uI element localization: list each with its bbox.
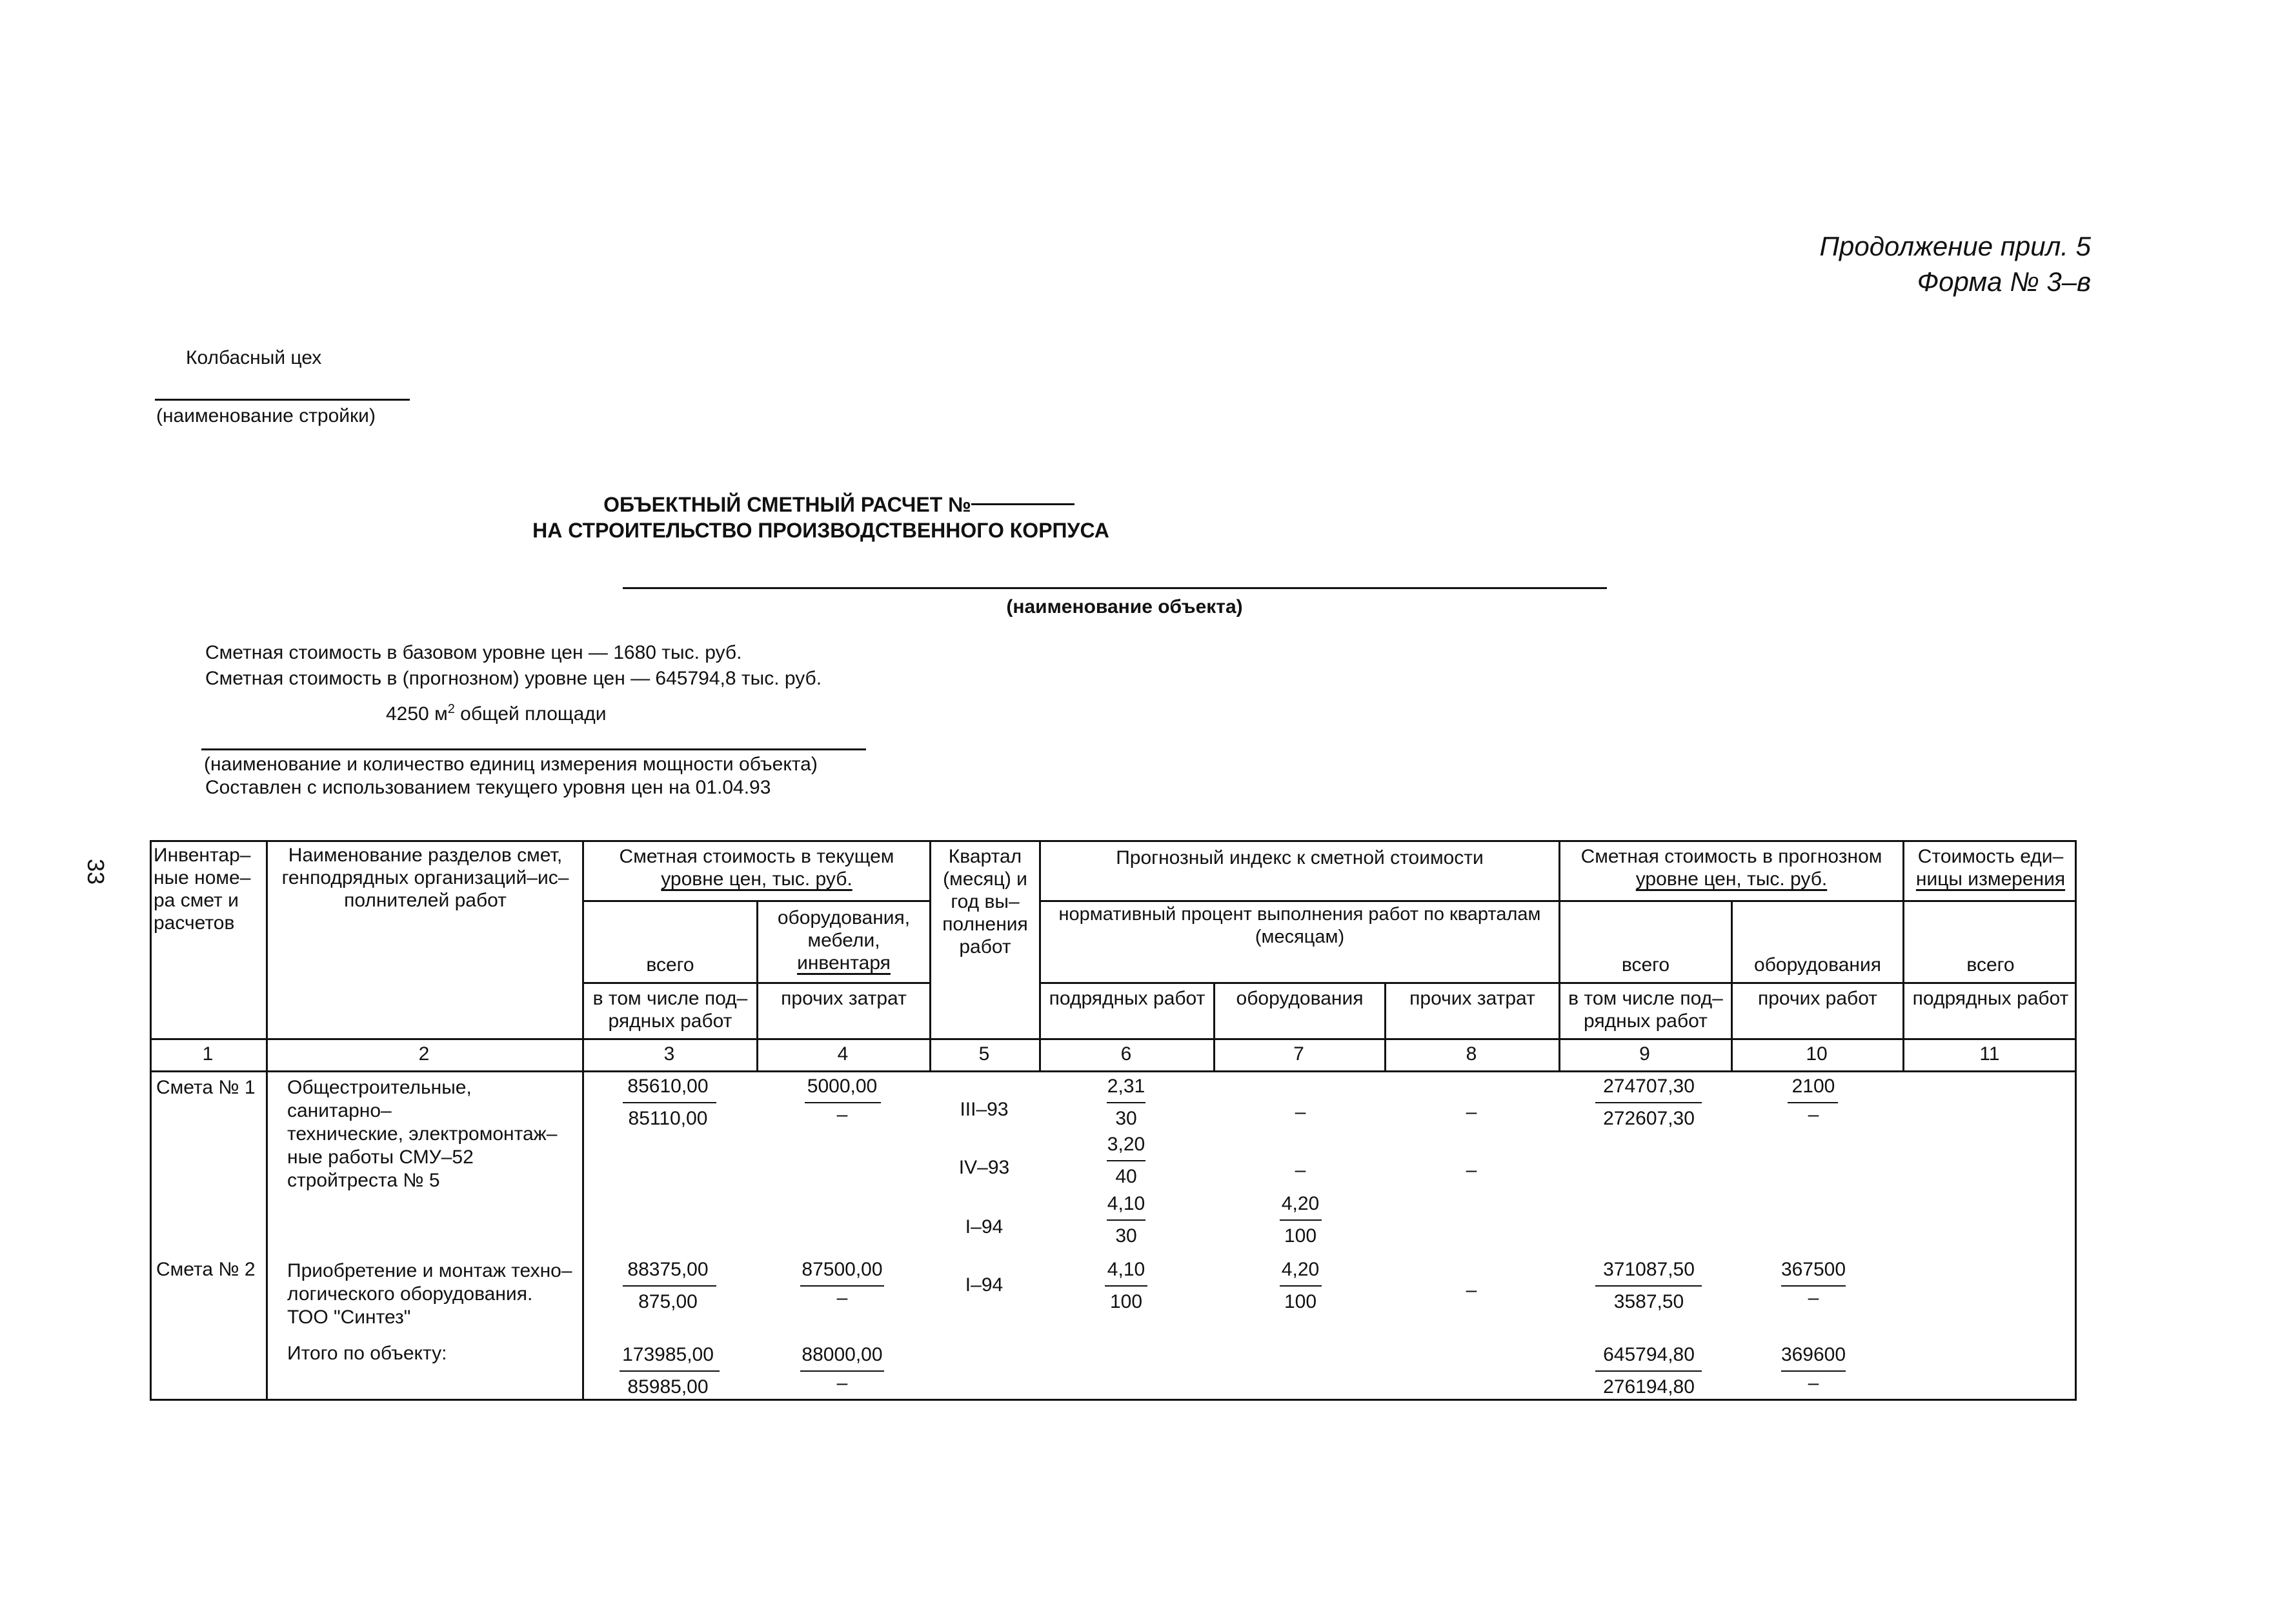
row1-name-l2: технические, электромонтаж– [287, 1123, 558, 1145]
hdr-c678-l1: нормативный процент выполнения работ по кварталам [1058, 904, 1541, 925]
hdr-c2-l1: Наименование разделов смет, [288, 845, 563, 866]
hdr-c11-all: всего [1966, 954, 2015, 976]
colnum-3: 3 [663, 1043, 675, 1065]
row2-c7-bot: 100 [1284, 1291, 1317, 1312]
colnum-5: 5 [978, 1043, 990, 1065]
colnum-7: 7 [1293, 1043, 1304, 1065]
hdr-inventory [154, 844, 263, 934]
row1-q3: I–94 [965, 1216, 1004, 1238]
hdr-c7-sub: оборудования [1236, 988, 1364, 1009]
construction-caption: (наименование стройки) [156, 405, 376, 426]
row2-c9-bot: 3587,50 [1613, 1291, 1684, 1312]
row2-c8: – [1466, 1279, 1477, 1301]
row1-q2: IV–93 [958, 1157, 1010, 1178]
row1-q3-c7-top: 4,20 [1281, 1193, 1320, 1214]
row1-name [287, 1076, 581, 1192]
hdr-c9sub-l2: рядных работ [1584, 1010, 1708, 1032]
hdr-c4-l3: инвентаря [797, 952, 891, 974]
row1-c9-bot: 272607,30 [1603, 1108, 1695, 1129]
head-line-6to11-sub [1039, 982, 2077, 984]
hdr-c2-l3: полнителей работ [344, 890, 507, 911]
row1-c10-bot: – [1808, 1104, 1819, 1125]
hdr-unit-cost [1904, 845, 2077, 890]
row2-c3-bar [623, 1285, 716, 1287]
row1-q1-c8: – [1466, 1101, 1477, 1123]
row1-q2-c8: – [1466, 1159, 1477, 1181]
continuation-label: Продолжение прил. 5 [1819, 231, 2091, 261]
object-caption: (наименование объекта) [1006, 596, 1243, 617]
row1-name-l4: стройтреста № 5 [287, 1170, 440, 1191]
row1-q1-c6-bar [1107, 1102, 1145, 1103]
row2-c9-top: 371087,50 [1603, 1259, 1695, 1280]
row1-q2-c6-bot: 40 [1115, 1166, 1137, 1187]
hdr-c4-sub: прочих затрат [781, 988, 907, 1009]
hdr-c5-l4: полнения [942, 914, 1028, 935]
total-c9-bar [1595, 1370, 1702, 1372]
total-c4-top: 88000,00 [802, 1344, 883, 1365]
row1-c10-top: 2100 [1791, 1076, 1835, 1097]
head-line-6to11 [1039, 900, 2077, 902]
colnum-10: 10 [1806, 1043, 1828, 1065]
hdr-normative-percent [1041, 903, 1559, 948]
row1-c3-bar [623, 1102, 716, 1103]
hdr-c10-equipment: оборудования [1754, 954, 1881, 976]
forecast-cost: Сметная стоимость в (прогнозном) уровне цен — 645794,8 тыс. руб. [205, 668, 822, 689]
area-sup: 2 [447, 702, 455, 716]
hdr-c6-sub: подрядных работ [1049, 988, 1206, 1009]
row2-c9-bar [1595, 1285, 1702, 1287]
row1-q2-c6-bar [1107, 1160, 1145, 1161]
row1-c9-top: 274707,30 [1603, 1076, 1695, 1097]
row2-c4-top: 87500,00 [802, 1259, 883, 1280]
row2-c4-bot: – [836, 1287, 848, 1308]
row1-q3-c6-top: 4,10 [1107, 1193, 1145, 1214]
row2-name-l2: логического оборудования. [287, 1283, 533, 1305]
colnum-8: 8 [1466, 1043, 1477, 1065]
hdr-c8-sub: прочих затрат [1409, 988, 1535, 1009]
area-prefix: 4250 м [386, 703, 448, 725]
total-c10-top: 369600 [1781, 1344, 1846, 1365]
hdr-c9-sub [1560, 987, 1731, 1032]
hdr-sections [271, 844, 580, 912]
row1-q2-c6-top: 3,20 [1107, 1134, 1145, 1155]
total-c3-top: 173985,00 [622, 1344, 714, 1365]
hdr-c3sub-l1: в том числе под– [592, 988, 748, 1009]
total-c9-bot: 276194,80 [1603, 1376, 1695, 1398]
hdr-c5-l2: (месяц) и [943, 868, 1027, 890]
row2-quarter: I–94 [965, 1274, 1004, 1296]
row2-c7-top: 4,20 [1281, 1259, 1320, 1280]
row1-c3-bot: 85110,00 [628, 1108, 708, 1129]
row1-q3-c6-bar [1107, 1219, 1145, 1221]
hdr-c34-l1: Сметная стоимость в текущем [619, 846, 894, 867]
row1-q3-c6-bot: 30 [1115, 1225, 1137, 1247]
hdr-forecast-cost [1560, 845, 1902, 890]
area [386, 697, 607, 727]
colnum-4: 4 [837, 1043, 849, 1065]
hdr-c910-l2: уровне цен, тыс. руб. [1635, 868, 1828, 890]
hdr-c11-l2: ницы измерения [1915, 868, 2066, 890]
hdr-c910-l1: Сметная стоимость в прогнозном [1580, 846, 1882, 867]
hdr-c3sub-l2: рядных работ [608, 1010, 732, 1032]
head-line-numbers-bottom [150, 1070, 2077, 1072]
construction-name: Колбасный цех [186, 347, 322, 368]
title-number-blank [971, 492, 1074, 505]
col-line-1 [266, 840, 268, 1401]
row1-q1: III–93 [960, 1099, 1009, 1120]
row2-c10-bot: – [1808, 1287, 1819, 1308]
col-line-2 [582, 840, 584, 1401]
row1-q1-c7: – [1295, 1101, 1306, 1123]
total-c10-bot: – [1808, 1372, 1819, 1394]
page-number: 33 [83, 858, 109, 885]
row2-label: Смета № 2 [156, 1259, 256, 1280]
total-c3-bar [620, 1370, 720, 1372]
hdr-c678-l2: (месяцам) [1255, 927, 1345, 947]
hdr-c1-l2: ные номе– [154, 867, 251, 888]
hdr-c1-l1: Инвентар– [154, 845, 251, 866]
row1-name-l3: ные работы СМУ–52 [287, 1147, 474, 1168]
hdr-c4-l2: мебели, [807, 930, 880, 951]
hdr-c5-l1: Квартал [948, 846, 1022, 867]
total-c4-bot: – [836, 1372, 848, 1394]
row2-c6-top: 4,10 [1107, 1259, 1145, 1280]
head-line-34 [582, 900, 929, 902]
total-c3-bot: 85985,00 [627, 1376, 709, 1398]
row1-c4-bot: – [836, 1104, 848, 1125]
hdr-c1-l4: расчетов [154, 912, 235, 934]
hdr-current-cost [584, 845, 929, 890]
head-line-34-sub [582, 982, 929, 984]
hdr-c5-l5: работ [959, 936, 1011, 957]
row1-q3-c7-bot: 100 [1284, 1225, 1317, 1247]
hdr-forecast-index: Прогнозный индекс к сметной стоимости [1116, 847, 1484, 868]
title-line1 [581, 492, 1097, 517]
hdr-c4-l1: оборудования, [777, 907, 911, 928]
colnum-11: 11 [1979, 1043, 2000, 1065]
row1-q1-c6-top: 2,31 [1107, 1076, 1145, 1097]
capacity-caption: (наименование и количество единиц измерения мощности объекта) [204, 754, 818, 775]
total-label: Итого по объекту: [287, 1343, 447, 1364]
hdr-c9-all: всего [1621, 954, 1670, 976]
compiled-note: Составлен с использованием текущего уровня цен на 01.04.93 [205, 777, 771, 798]
hdr-c10-sub: прочих работ [1758, 988, 1877, 1009]
row2-c3-bot: 875,00 [638, 1291, 698, 1312]
hdr-quarter [931, 845, 1039, 958]
colnum-2: 2 [418, 1043, 430, 1065]
col-line-5 [1039, 840, 1041, 1070]
area-suffix: общей площади [454, 703, 607, 725]
head-line-numbers-top [150, 1038, 2077, 1040]
construction-underline [155, 399, 410, 401]
total-c9-top: 645794,80 [1603, 1344, 1695, 1365]
row1-c4-top: 5000,00 [807, 1076, 878, 1097]
title-line2: НА СТРОИТЕЛЬСТВО ПРОИЗВОДСТВЕННОГО КОРПУСА [532, 519, 1109, 542]
hdr-c4-equipment [758, 907, 929, 974]
row2-name-l1: Приобретение и монтаж техно– [287, 1260, 572, 1281]
row1-q3-c7-bar [1280, 1219, 1322, 1221]
row1-q2-c7: – [1295, 1159, 1306, 1181]
hdr-c34-l2: уровне цен, тыс. руб. [661, 868, 852, 890]
row1-c3-top: 85610,00 [627, 1076, 709, 1097]
row1-c9-bar [1595, 1102, 1702, 1103]
row2-c10-top: 367500 [1781, 1259, 1846, 1280]
capacity-underline [201, 748, 866, 750]
row2-c7-bar [1280, 1285, 1322, 1287]
title-line1-text: ОБЪЕКТНЫЙ СМЕТНЫЙ РАСЧЕТ № [603, 493, 971, 516]
colnum-9: 9 [1639, 1043, 1650, 1065]
row2-c3-top: 88375,00 [627, 1259, 709, 1280]
hdr-c5-l3: год вы– [951, 891, 1020, 912]
hdr-c11-sub: подрядных работ [1912, 988, 2069, 1009]
row1-label: Смета № 1 [156, 1077, 256, 1098]
row2-c6-bot: 100 [1109, 1291, 1143, 1312]
hdr-c3-all: всего [646, 954, 694, 976]
colnum-6: 6 [1120, 1043, 1132, 1065]
object-underline [623, 587, 1607, 589]
row2-c6-bar [1105, 1285, 1147, 1287]
colnum-1: 1 [202, 1043, 214, 1065]
base-cost: Сметная стоимость в базовом уровне цен — 1680 тыс. руб. [205, 642, 742, 663]
hdr-c1-l3: ра смет и [154, 890, 239, 911]
row2-name-l3: ТОО "Синтез" [287, 1307, 411, 1328]
hdr-c9sub-l1: в том числе под– [1568, 988, 1723, 1009]
row1-q1-c6-bot: 30 [1115, 1108, 1137, 1129]
hdr-c11-l1: Стоимость еди– [1917, 846, 2064, 867]
hdr-c2-l2: генподрядных организаций–ис– [281, 867, 569, 888]
hdr-c3-sub [584, 987, 756, 1032]
row1-name-l1: Общестроительные, санитарно– [287, 1077, 472, 1121]
row2-name [287, 1259, 581, 1329]
form-number: Форма № 3–в [1917, 266, 2091, 297]
